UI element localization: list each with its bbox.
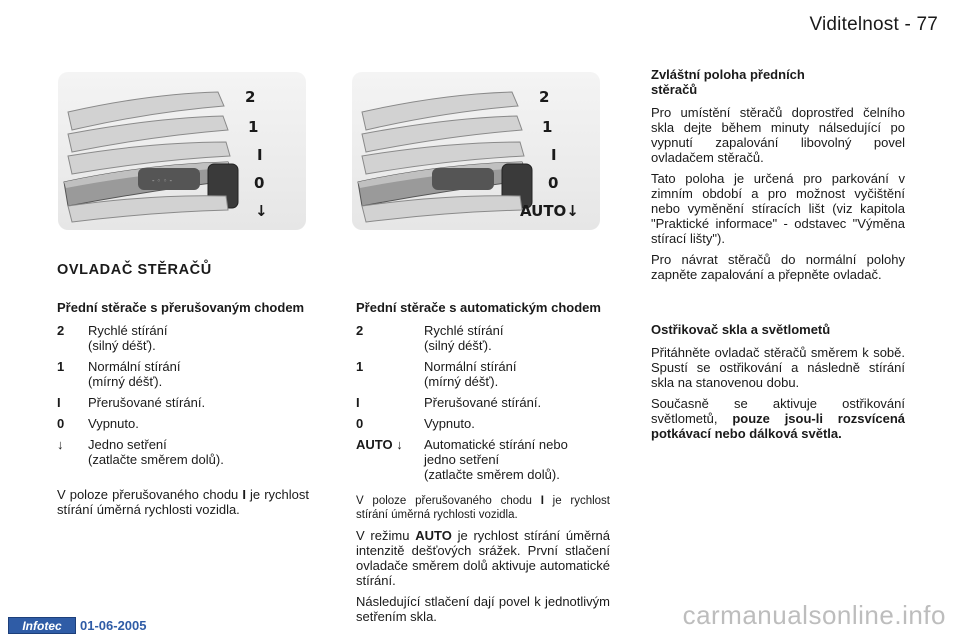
note-text: V režimu [356,528,416,543]
item-text: Rychlé stírání (silný déšť). [424,323,504,353]
list-item [356,437,610,482]
note-text: V poloze přerušovaného chodu [57,487,243,502]
wiper-stalk-drawing [58,72,306,230]
position-label-down: ↓ [255,202,268,220]
washer-text-bold: pouze jsou-li rozsvícená potkávací nebo dálková světla. [651,411,905,441]
item-key: 0 [356,416,364,431]
position-label-1: 1 [248,118,259,136]
item-text: Normální stírání (mírný déšť). [424,359,517,389]
special-paragraph-2: Tato poloha je určená pro parkování v zimním období a pro možnost vyčištění nebo vyměnění stíracích lišt (viz kapitola "Praktické informace" - odstavec "Výměna stírací lišty"). [651,171,905,246]
item-text: Vypnuto. [88,416,139,431]
column-special-and-washer [651,67,905,447]
subtitle-intermittent: Přední stěrače s přerušovaným chodem [57,300,305,315]
wiper-stalk-illustration-intermittent [58,72,306,230]
item-key: 1 [57,359,65,374]
note-text: je rychlost stírání úměrná intenzitě dešťových srážek. První stlačení ovladače směrem dolů aktivuje automatické stírání. [356,528,610,588]
special-paragraph-3: Pro návrat stěračů do normální polohy zapněte zapalování a přepněte ovladač. [651,252,905,282]
item-key: 2 [57,323,65,338]
item-key: AUTO ↓ [356,437,403,452]
note-key: AUTO [415,528,452,543]
item-text: Přerušované stírání. [424,395,542,410]
position-label-auto: AUTO↓ [520,202,579,220]
item-key: 2 [356,323,364,338]
washer-text: Současně se aktivuje ostřikování světlometů, [651,396,905,426]
infotec-logo: Infotec [8,617,76,634]
list-item [57,416,309,431]
speed-note [356,494,610,522]
note-text: je rychlost stírání úměrná rychlosti vozidla. [57,487,310,517]
subtitle-automatic: Přední stěrače s automatickým chodem [356,300,601,315]
note-key: I [540,495,544,507]
section-title: OVLADAČ STĚRAČŮ [57,262,212,278]
washer-paragraph-1: Přitáhněte ovladač stěračů směrem k sobě. Spustí se ostřikování a následně stírání skla na stanovenou dobu. [651,345,905,390]
item-text: Jedno setření (zatlačte směrem dolů). [88,437,224,467]
list-item [356,359,610,389]
list-item [57,437,309,467]
position-label-2: 2 [539,88,550,106]
special-paragraph-1: Pro umístění stěračů doprostřed čelního skla dejte během minuty nálsedující po vypnutí zapalování libovolný povel ovladačem stěračů. [651,105,905,165]
auto-mode-note [356,528,610,588]
page-header: Viditelnost - 77 [809,14,938,35]
item-text: Rychlé stírání (silný déšť). [88,323,168,353]
note-text: je rychlost stírání úměrná rychlosti vozidla. [356,495,610,521]
item-text: Normální stírání (mírný déšť). [88,359,181,389]
list-item [356,416,610,431]
item-key: 0 [57,416,65,431]
item-key: I [57,395,61,410]
position-label-I: I [257,146,263,164]
speed-note [57,487,309,517]
footer-date: 01-06-2005 [80,618,147,633]
column-automatic-wipers [356,300,610,630]
item-key: ↓ [57,437,64,452]
subtitle-washer: Ostřikovač skla a světlometů [651,322,831,337]
item-text: Přerušované stírání. [88,395,206,410]
wiper-stalk-illustration-automatic [352,72,600,230]
subtitle-special-position: Zvláštní poloha předních stěračů [651,67,805,97]
position-label-I: I [551,146,557,164]
item-text: Automatické stírání nebo jedno setření (zatlačte směrem dolů). [424,437,568,482]
list-item [57,323,309,353]
list-item [57,395,309,410]
washer-paragraph-2 [651,396,905,441]
svg-text:- ◦ ◦ -: - ◦ ◦ - [152,177,172,185]
item-key: 1 [356,359,364,374]
position-label-0: 0 [254,174,265,192]
item-key: I [356,395,360,410]
note-text: V poloze přerušovaného chodu [356,495,541,507]
list-item [356,395,610,410]
note-key: I [242,487,246,502]
item-text: Vypnuto. [424,416,475,431]
position-label-2: 2 [245,88,256,106]
position-label-1: 1 [542,118,553,136]
list-item [356,323,610,353]
column-intermittent-wipers [57,300,309,523]
next-press-note: Následující stlačení dají povel k jednotlivým setřením skla. [356,594,610,624]
list-item [57,359,309,389]
watermark: carmanualsonline.info [682,600,946,630]
position-label-0: 0 [548,174,559,192]
